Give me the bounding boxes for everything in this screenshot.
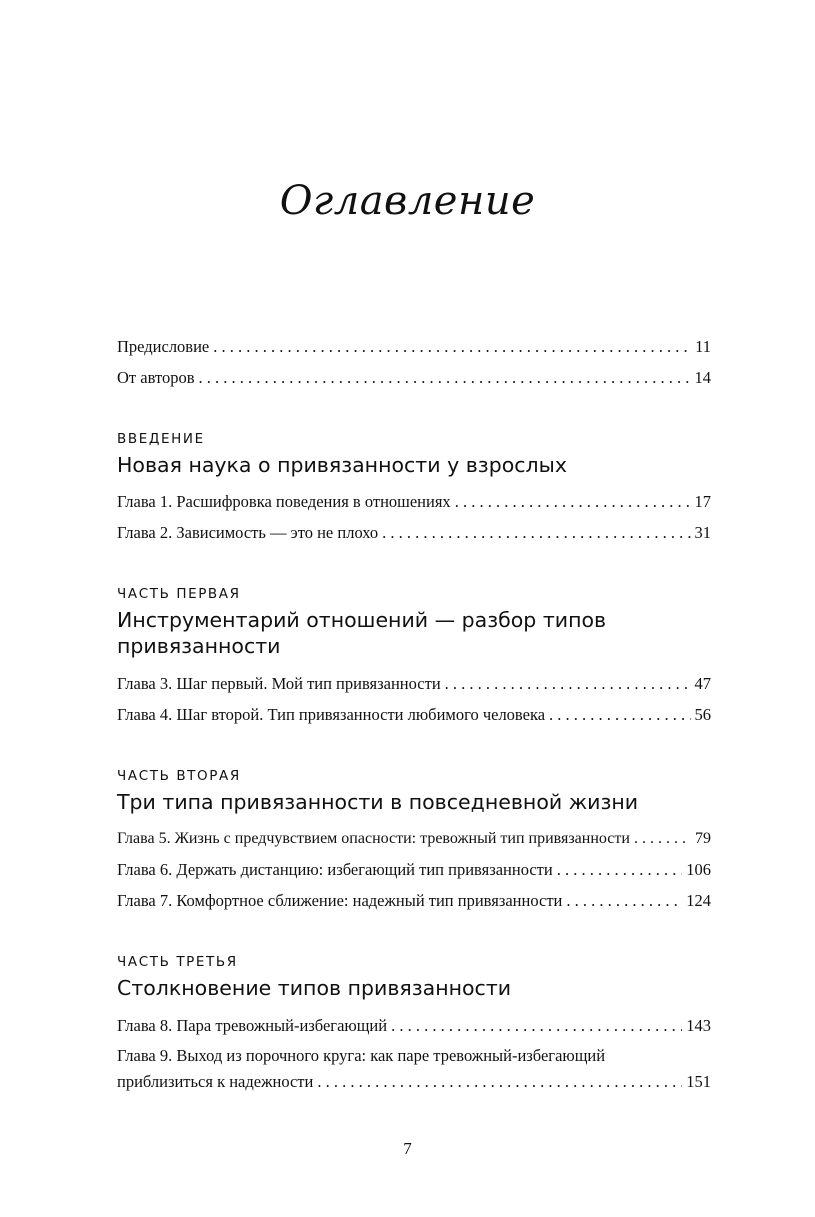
toc-entry-page: 47 [694, 674, 711, 693]
toc-entry-label-line-2: приблизиться к надежности [117, 1072, 314, 1091]
toc-entry-chapter-7[interactable] [117, 891, 711, 911]
part-title-part-one[interactable]: Инструментарий отношений — разбор типов привязанности [117, 608, 607, 658]
toc-entry-preface[interactable] [117, 337, 711, 357]
dot-leader [557, 860, 683, 880]
dot-leader [445, 674, 691, 694]
dot-leader [382, 523, 690, 543]
toc-entry-label: Глава 4. Шаг второй. Тип привязанности любимого человека [117, 705, 546, 724]
dot-leader [213, 337, 691, 357]
toc-entry-label: Глава 8. Пара тревожный-избегающий [117, 1016, 388, 1035]
toc-entry-page: 79 [695, 830, 711, 847]
toc-entry-page: 124 [686, 891, 711, 910]
toc-entry-label: Глава 5. Жизнь с предчувствием опасности: тревожный тип привязанности [117, 830, 630, 847]
toc-entry-chapter-5[interactable] [117, 829, 711, 849]
toc-entry-chapter-4[interactable] [117, 705, 711, 725]
toc-entry-row-2 [117, 1072, 711, 1092]
page-title: Оглавление [279, 178, 536, 224]
dot-leader [549, 705, 690, 725]
toc-entry-label: От авторов [117, 368, 195, 387]
dot-leader [634, 829, 691, 849]
toc-entry-page: 151 [686, 1072, 711, 1091]
toc-entry-label: Предисловие [117, 337, 210, 356]
part-title-introduction[interactable]: Новая наука о привязанности у взрослых [117, 453, 567, 477]
dot-leader [317, 1072, 682, 1092]
toc-entry-label: Глава 3. Шаг первый. Мой тип привязанности [117, 674, 441, 693]
part-title-part-two[interactable]: Три типа привязанности в повседневной жизни [117, 790, 639, 814]
dot-leader [391, 1016, 682, 1036]
toc-entry-page: 17 [694, 492, 711, 511]
part-label-part-one: ЧАСТЬ ПЕРВАЯ [117, 586, 241, 602]
toc-entry-page: 106 [686, 860, 711, 879]
dot-leader [199, 368, 691, 388]
toc-entry-chapter-2[interactable] [117, 523, 711, 543]
toc-entry-page: 143 [686, 1016, 711, 1035]
part-title-part-three[interactable]: Столкновение типов привязанности [117, 976, 512, 1000]
part-label-introduction: ВВЕДЕНИЕ [117, 431, 205, 447]
toc-entry-chapter-9[interactable] [117, 1046, 711, 1092]
part-label-part-three: ЧАСТЬ ТРЕТЬЯ [117, 954, 238, 970]
toc-entry-page: 56 [694, 705, 711, 724]
dot-leader [455, 492, 691, 512]
toc-entry-label: Глава 7. Комфортное сближение: надежный тип привязанности [117, 891, 563, 910]
toc-entry-from-authors[interactable] [117, 368, 711, 388]
toc-entry-chapter-3[interactable] [117, 674, 711, 694]
toc-entry-chapter-1[interactable] [117, 492, 711, 512]
toc-entry-label-line-1: Глава 9. Выход из порочного круга: как паре тревожный-избегающий [117, 1046, 606, 1065]
part-label-part-two: ЧАСТЬ ВТОРАЯ [117, 768, 241, 784]
toc-entry-label: Глава 6. Держать дистанцию: избегающий тип привязанности [117, 860, 553, 879]
toc-entry-label: Глава 2. Зависимость — это не плохо [117, 523, 379, 542]
toc-entry-page: 11 [695, 337, 711, 356]
toc-entry-label: Глава 1. Расшифровка поведения в отношениях [117, 492, 451, 511]
toc-entry-chapter-6[interactable] [117, 860, 711, 880]
page-number: 7 [403, 1139, 412, 1158]
toc-entry-page: 31 [694, 523, 711, 542]
toc-entry-chapter-8[interactable] [117, 1016, 711, 1036]
toc-entry-page: 14 [694, 368, 711, 387]
dot-leader [566, 891, 682, 911]
